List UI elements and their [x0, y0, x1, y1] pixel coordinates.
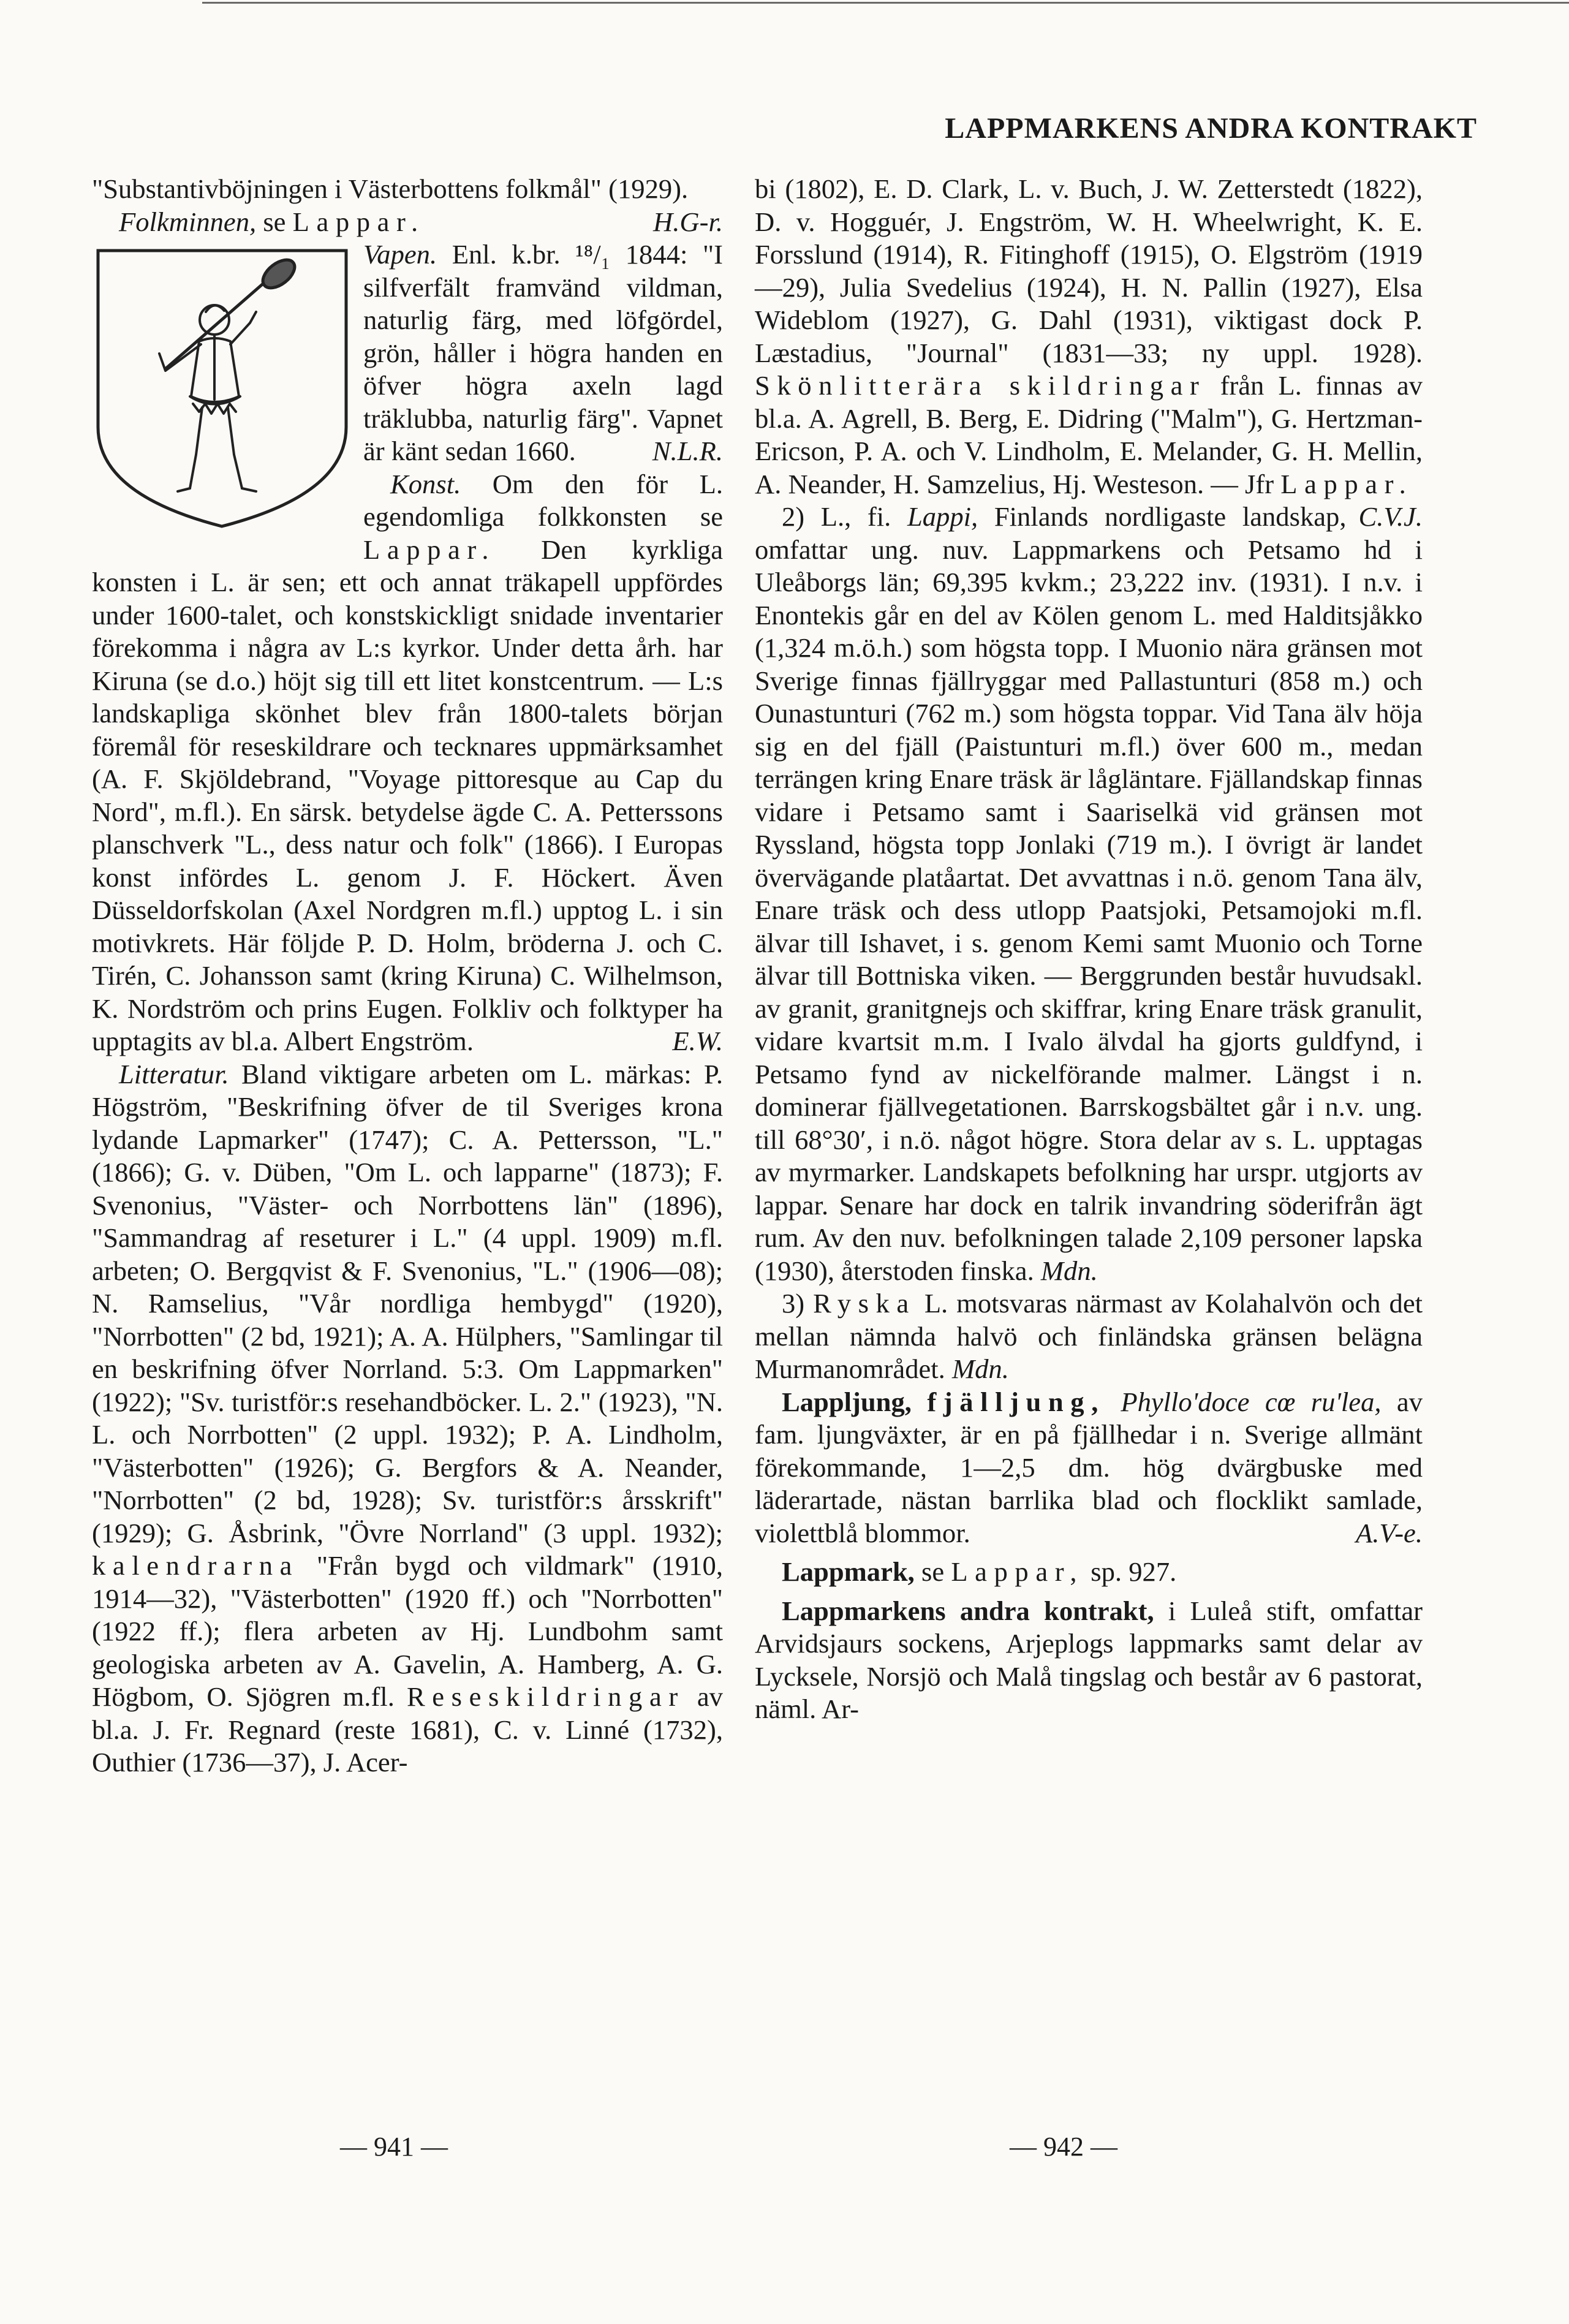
entry-lappmark [755, 1556, 1423, 1589]
entry-konst [92, 468, 723, 1058]
headword: Lappmarkens andra kontrakt, [782, 1595, 1154, 1626]
entry-text: av fam. ljungväxter, är en på fjällhedar i n. Sverige allmänt förekommande, 1—2,5 dm. hög dvärgbuske med läderartade, nästan barrlika blad och flocklikt samlade, violettblå blommor. [755, 1386, 1423, 1548]
right-column [755, 173, 1423, 1726]
entry-text: i Luleå stift, omfattar Arvidsjaurs sockens, Arjeplogs lappmarks samt delar av Lycksele, Norsjö och Malå tingslag och består av 6 pastorat, näml. Ar- [755, 1595, 1423, 1724]
subentry-term: Vapen. [363, 239, 437, 270]
spaced-term: Reseskildringar [406, 1681, 685, 1712]
entry-text: se [921, 1556, 945, 1587]
page-number-left: — 941 — [340, 2132, 448, 2162]
subentry-term: Litteratur. [119, 1058, 229, 1089]
top-rule [202, 2, 1569, 4]
entry-text: se [263, 206, 286, 237]
signature: Mdn. [951, 1353, 1009, 1384]
entry-text: Bland viktigare arbeten om L. märkas: P. Högström, "Beskrifning öfver de til Sveriges krona lydande Lapmarker" (1747); C. A. Pettersson, "L." (1866); G. v. Düben, "Om L. och lapparne" (1873); F. Svenonius, "Väster- och Norrbottens län" (1896), "Sammandrag af reseturer i L." (4 uppl. 1909) m.fl. arbeten; O. Bergqvist & F. Svenonius, "L." (1906—08); N. Ramselius, "Vår nordliga hembygd" (1920), "Norrbotten" (2 bd, 1921); A. A. Hülphers, "Samlingar til en beskrifning öfver Norrland. 5:3. Om Lappmarken" (1922); "Sv. turistför:s resehandböcker. L. 2." (1923), "N. L. och Norrbotten" (2 uppl. 1932); P. A. Lindholm, "Västerbotten" (1926); G. Bergfors & A. Neander, "Norrbotten" (2 bd, 1928); Sv. turistför:s årsskrift" (1929); G. Åsbrink, "Övre Norrland" (3 uppl. 1932); [92, 1058, 723, 1548]
entry-text: 2) L., fi. [782, 501, 891, 532]
entry-folkminnen [92, 206, 723, 239]
entry-text: från L. finnas av bl.a. A. Agrell, B. Berg, E. Didring ("Malm"), G. Hertzman-Ericson, P. A. och V. Lindholm, E. Melander, G. H. Mellin, A. Neander, H. Samzelius, Hj. Westeson. — Jfr [755, 370, 1423, 499]
subentry-term: Konst. [390, 468, 461, 499]
signature: Mdn. [1040, 1255, 1098, 1286]
cross-reference: Lappar. [363, 534, 496, 565]
latin-name: Phyllo'doce cœ ru'lea, [1121, 1386, 1382, 1417]
entry-text: Den kyrkliga konsten i L. är sen; ett och annat träkapell uppfördes under 1600-talet, och konstskickligt snidade inventarier förekomma i några av L:s kyrkor. Under detta årh. har Kiruna (se d.o.) höjt sig till ett litet konstcentrum. — L:s landskapliga skönhet blev från 1800-talets början föremål för reseskildrare och tecknares uppmärksamhet (A. F. Skjöldebrand, "Voyage pittoresque au Cap du Nord", m.fl.). En särsk. betydelse ägde C. A. Petterssons planschverk "L., dess natur och folk" (1866). I Europas konst infördes L. genom J. F. Höckert. Även Düsseldorfskolan (Axel Nordgren m.fl.) upptog L. i sin motivkrets. Här följde P. D. Holm, bröderna J. och C. Tirén, C. Johansson samt (kring Kiruna) C. Wilhelmson, K. Nordström och prins Eugen. Folkliv och folktyper ha upptagits av bl.a. Albert Engström. [92, 534, 723, 1056]
entry-text: Enl. k.br. ¹⁸/₁ 1844: "I silfverfält framvänd vildman, naturlig färg, med löfgördel, grön, håller i högra handen en öfver högra axeln lagd träklubba, naturlig färg". Vapnet är känt sedan 1660. [363, 239, 723, 466]
spaced-term: Ryska [813, 1288, 916, 1319]
subentry-term: Lappi, [907, 501, 978, 532]
entry-text: sp. 927. [1091, 1556, 1177, 1587]
signature: H.G-r. [653, 206, 723, 237]
signature: A.V-e. [1356, 1517, 1423, 1548]
entry-russian-lappland [755, 1287, 1423, 1386]
entry-text: 3) [782, 1288, 805, 1319]
left-column [92, 173, 723, 1779]
signature: N.L.R. [652, 436, 723, 466]
signature: C.V.J. [1358, 501, 1423, 532]
spaced-term: Skönlitterära skildringar [755, 370, 1206, 401]
subentry-term: Folkminnen, [119, 206, 257, 237]
cross-reference: Lappar. [292, 206, 425, 237]
cross-reference: Lappar, [951, 1556, 1084, 1587]
entry-text: Finlands nordligaste landskap, omfattar ung. nuv. Lappmarkens och Petsamo hd i Uleåborgs län; 69,395 kvkm.; 23,222 inv. (1931). I n.v. i Enontekis går en del av Kölen genom L. med Halditsjåkko (1,324 m.ö.h.) som högsta topp. I Muonio nära gränsen mot Sverige finnas fjällryggar med Pallastunturi (858 m.) och Ounastunturi (762 m.) som högsta toppar. Vid Tana älv höja sig en del fjäll (Paistunturi m.fl.) över 600 m., medan terrängen kring Enare träsk är lågläntare. Fjällandskap finnas vidare i Petsamo samt i Saariselkä vid gränsen mot Ryssland, högsta topp Jonlaki (719 m.). I övrigt är landet övervägande platåartat. Det avvattnas i n.ö. genom Tana älv, Enare träsk och dess utlopp Paatsjoki, Petsamojoki m.fl. älvar till Ishavet, i s. genom Kemi samt Muonio och Torne älvar till Bottniska viken. — Berggrunden består huvudsakl. av granit, granitgnejs och skiffrar, kring Enare träsk granulit, vidare kvartsit m.m. I Ivalo älvdal ha gjorts guldfynd, i Petsamo fynd av nickelförande malmer. Längst i n. dominerar fjällvegetationen. Barrskogsbältet går i n.v. ung. till 68°30′, i n.ö. något högre. Stora delar av s. L. upptagas av myrmarker. Landskapets befolkning har urspr. utgjorts av lappar. Senare har dock en talrik invandring söderifrån ägt rum. Av den nuv. befolkningen talade 2,109 personer lapska (1930), återstoden finska. [755, 501, 1423, 1286]
entry-text: Om den för L. egendomliga folkkonsten se [363, 468, 723, 532]
headword: Lappmark, [782, 1556, 915, 1587]
entry-text: "Från bygd och vildmark" (1910, 1914—32), "Västerbotten" (1920 ff.) och "Norrbotten" (1922 ff.); flera arbeten av Hj. Lundbohm samt geologiska arbeten av A. Gavelin, A. Hamberg, A. G. Högbom, O. Sjögren m.fl. [92, 1550, 723, 1712]
page-number-right: — 942 — [1010, 2132, 1117, 2162]
entry-text: "Substantivböjningen i Västerbottens folkmål" (1929). [92, 173, 689, 204]
entry-finnish-lappland [755, 501, 1423, 1287]
entry-litteratur [92, 1058, 723, 1779]
coat-of-arms-wild-man-icon [92, 243, 352, 534]
cross-reference: Lappar. [1280, 468, 1413, 499]
entry-text: av bl.a. J. Fr. Regnard (reste 1681), C. v. Linné (1732), Outhier (1736—37), J. Acer- [92, 1681, 723, 1777]
entry-lappljung [755, 1386, 1423, 1550]
entry-text: L. motsvaras närmast av Kolahalvön och det mellan nämnda halvö och finländska gränsen belägna Murmanområdet. [755, 1288, 1423, 1384]
headword: Lappljung, [782, 1386, 912, 1417]
running-head: LAPPMARKENS ANDRA KONTRAKT [945, 112, 1477, 145]
entry-lappmarkens-andra-kontrakt [755, 1595, 1423, 1726]
spaced-headword: fjälljung, [927, 1386, 1105, 1417]
entry-text: bi (1802), E. D. Clark, L. v. Buch, J. W. Zetterstedt (1822), D. v. Hogguér, J. Engström, W. H. Wheelwright, K. E. Forsslund (1914), R. Fitinghoff (1915), O. Elgström (1919—29), Julia Svedelius (1924), H. N. Pallin (1927), Elsa Wideblom (1927), G. Dahl (1931), viktigast dock P. Læstadius, "Journal" (1831—33; ny uppl. 1928). [755, 173, 1423, 368]
spaced-term: kalendrarna [92, 1550, 300, 1581]
signature: E.W. [672, 1026, 723, 1056]
